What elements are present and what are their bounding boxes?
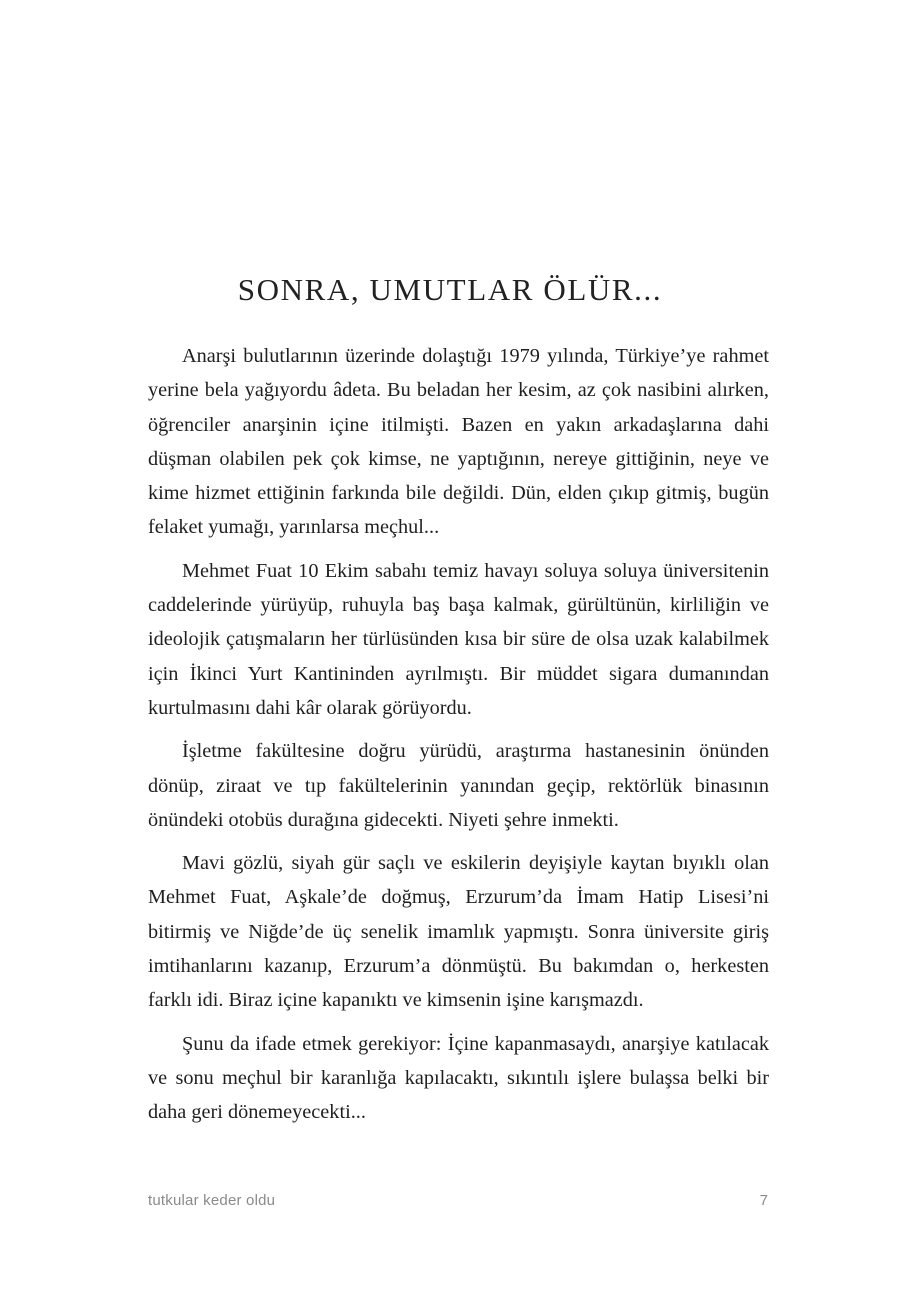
chapter-body [148,339,769,1139]
paragraph: Mavi gözlü, siyah gür saçlı ve eskilerin deyişiyle kaytan bıyıklı olan Mehmet Fuat, Aşkale’de doğmuş, Erzurum’da İmam Hatip Lisesi’ni bitirmiş ve Niğde’de üç senelik imamlık yapmıştı. Sonra üniversite giriş imtihanlarını kazanıp, Erzurum’a dönmüştü. Bu bakımdan o, herkesten farklı idi. Biraz içine kapanıktı ve kimsenin işine karışmazdı. [148,852,769,1012]
running-footer-book-title: tutkular keder oldu [148,1192,276,1209]
paragraph: Mehmet Fuat 10 Ekim sabahı temiz havayı soluya soluya üniversitenin caddelerinde yürüyüp, ruhuyla baş başa kalmak, gürültünün, kirliliğin ve ideolojik çatışmaların her türlüsünden kısa bir süre de olsa uzak kalabilmek için İkinci Yurt Kantininden ayrılmıştı. Bir müddet sigara dumanından kurtulmasını dahi kâr olarak görüyordu. [148,559,769,719]
paragraph: İşletme fakültesine doğru yürüdü, araştırma hastanesinin önünden dönüp, ziraat ve tıp fakültelerinin yanından geçip, rektörlük binasının önündeki otobüs durağına gidecekti. Niyeti şehre inmekti. [148,740,769,831]
paragraph: Şunu da ifade etmek gerekiyor: İçine kapanmasaydı, anarşiye katılacak ve sonu meçhul bir karanlığa kapılacaktı, sıkıntılı işlere bulaşsa belki bir daha geri dönemeyecekti... [148,1032,769,1124]
page-number: 7 [759,1192,768,1209]
paragraph: Anarşi bulutlarının üzerinde dolaştığı 1979 yılında, Türkiye’ye rahmet yerine bela yağıyordu âdeta. Bu beladan her kesim, az çok nasibini alırken, öğrenciler anarşinin içine itilmişti. Bazen en yakın arkadaşlarına dahi düşman olabilen pek çok kimse, ne yaptığının, nereye gittiğinin, neye ve kime hizmet ettiğinin farkında bile değildi. Dün, elden çıkıp gitmiş, bugün felaket yumağı, yarınlarsa meçhul... [148,345,769,539]
chapter-title: SONRA, UMUTLAR ÖLÜR... [237,272,663,307]
